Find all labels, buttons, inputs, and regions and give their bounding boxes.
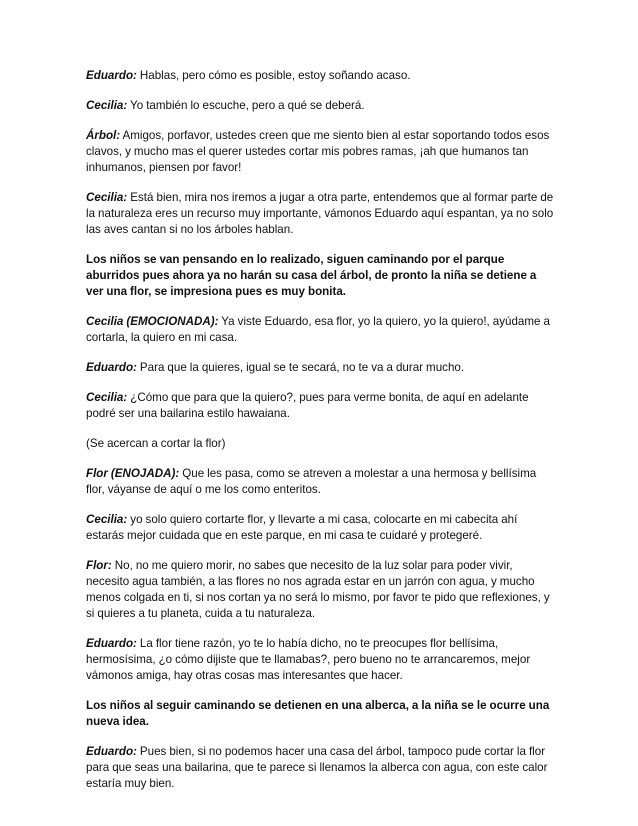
speaker-name: Flor: (86, 559, 112, 572)
dialogue-paragraph (86, 636, 556, 684)
speaker-name: Eduardo: (86, 637, 137, 650)
dialogue-paragraph (86, 512, 556, 544)
speaker-name: Eduardo: (86, 69, 137, 82)
dialogue-paragraph (86, 190, 556, 238)
narration-text: Los niños se van pensando en lo realizado, siguen caminando por el parque aburridos pues ahora ya no harán su casa del árbol, de pronto la niña se detiene a ver una flor, se impresiona pues es muy bonita. (86, 253, 537, 298)
dialogue-text: Ya viste Eduardo, esa flor, yo la quiero, yo la quiero!, ayúdame a cortarla, la quiero en mi casa. (86, 315, 550, 344)
document-page (86, 68, 556, 806)
speaker-name: Cecilia: (86, 391, 128, 404)
narration-text: Los niños al seguir caminando se detienen en una alberca, a la niña se le ocurre una nueva idea. (86, 699, 550, 728)
dialogue-paragraph (86, 390, 556, 422)
dialogue-text: Yo también lo escuche, pero a qué se deberá. (127, 99, 365, 112)
speaker-name: Cecilia: (86, 191, 128, 204)
speaker-name: Cecilia (EMOCIONADA): (86, 315, 219, 328)
dialogue-paragraph (86, 360, 556, 376)
dialogue-text: La flor tiene razón, yo te lo había dicho, no te preocupes flor bellísima, hermosísima, ¿o cómo dijiste que te llamabas?, pero bueno no te arrancaremos, mejor vámonos amiga, hay otras cosas mas interesantes que hacer. (86, 637, 531, 682)
dialogue-paragraph (86, 98, 556, 114)
dialogue-text: yo solo quiero cortarte flor, y llevarte a mi casa, colocarte en mi cabecita ahí estarás mejor cuidada que en este parque, en mi casa te cuidaré y protegeré. (86, 513, 518, 542)
stage-direction-text: (Se acercan a cortar la flor) (86, 437, 226, 450)
speaker-name: Eduardo: (86, 745, 137, 758)
dialogue-text: No, no me quiero morir, no sabes que necesito de la luz solar para poder vivir, necesito agua también, a las flores no nos agrada estar en un jarrón con agua, y mucho menos colgada en ti, si nos cortan ya no será lo mismo, por favor te pido que reflexiones, y si quieres a tu planeta, cuida a tu naturaleza. (86, 559, 550, 620)
speaker-name: Cecilia: (86, 99, 128, 112)
dialogue-text: Que les pasa, como se atreven a molestar a una hermosa y bellísima flor, váyanse de aquí o me los como enteritos. (86, 467, 537, 496)
dialogue-paragraph (86, 68, 556, 84)
stage-direction (86, 436, 556, 452)
dialogue-text: ¿Cómo que para que la quiero?, pues para verme bonita, de aquí en adelante podré ser una bailarina estilo hawaiana. (86, 391, 529, 420)
dialogue-paragraph (86, 314, 556, 346)
speaker-name: Árbol: (86, 129, 121, 142)
speaker-name: Cecilia: (86, 513, 128, 526)
narration-paragraph (86, 252, 556, 300)
dialogue-text: Amigos, porfavor, ustedes creen que me siento bien al estar soportando todos esos clavos, y mucho mas el querer ustedes cortar mis pobres ramas, ¡ah que humanos tan inhumanos, piensen por favor! (86, 129, 550, 174)
dialogue-text: Hablas, pero cómo es posible, estoy soñando acaso. (136, 69, 411, 82)
dialogue-paragraph (86, 128, 556, 176)
dialogue-text: Para que la quieres, igual se te secará, no te va a durar mucho. (136, 361, 465, 374)
speaker-name: Eduardo: (86, 361, 137, 374)
dialogue-paragraph (86, 466, 556, 498)
narration-paragraph (86, 698, 556, 730)
dialogue-paragraph (86, 744, 556, 792)
dialogue-text: Pues bien, si no podemos hacer una casa del árbol, tampoco pude cortar la flor para que seas una bailarina, que te parece si llenamos la alberca con agua, con este calor estaría muy bien. (86, 745, 548, 790)
dialogue-paragraph (86, 558, 556, 622)
dialogue-text: Está bien, mira nos iremos a jugar a otra parte, entendemos que al formar parte de la naturaleza eres un recurso muy importante, vámonos Eduardo aquí espantan, ya no solo las aves cantan si no los árboles hablan. (86, 191, 554, 236)
speaker-name: Flor (ENOJADA): (86, 467, 180, 480)
